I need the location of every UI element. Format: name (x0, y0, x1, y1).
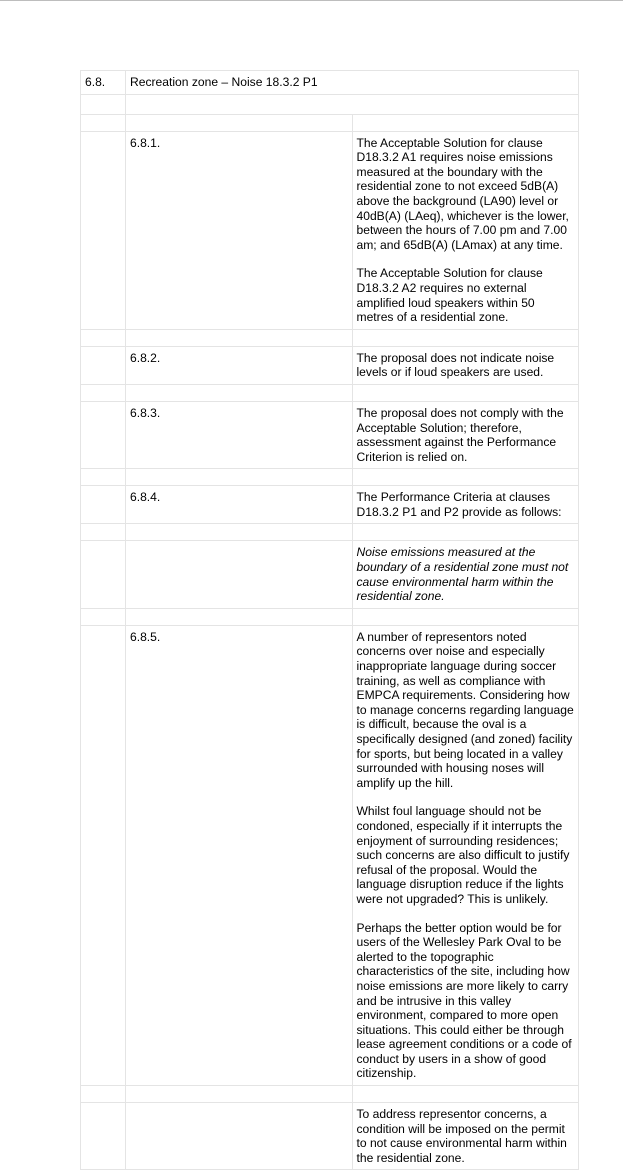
clause-number: 6.8.4. (126, 486, 353, 524)
paragraph: The Performance Criteria at clauses D18.3.2 P1 and P2 provide as follows: (356, 490, 562, 519)
clause-row-6-8-4 (81, 486, 579, 524)
page-top-border (0, 0, 623, 1)
paragraph: A number of representors noted concerns over noise and especially inappropriate language during soccer training, as well as compliance with EMPCA requirements. Considering how to manage concerns regarding language is difficult, because the oval is a specifically designed (and zoned) facility for sports, but being located in a valley surrounded with housing noses will amplify up the hill. (356, 629, 574, 790)
document-body (80, 70, 579, 1170)
paragraph: To address representor concerns, a condition will be imposed on the permit to not cause environmental harm within the residential zone. (356, 1107, 567, 1165)
clause-number: 6.8.5. (126, 625, 353, 1085)
clause-text (352, 486, 579, 524)
paragraph: The Acceptable Solution for clause D18.3.2 A2 requires no external amplified loud speakers within 50 metres of a residential zone. (356, 266, 543, 325)
section-heading-row (81, 71, 579, 95)
performance-criteria-quote (352, 541, 579, 608)
paragraph: Perhaps the better option would be for users of the Wellesley Park Oval to be alerted to the topographic characteristics of the site, including how noise emissions are more likely to carry and be intrusive in this valley environment, compared to more open situations. This could either be through lease agreement conditions or a code of conduct by users in a show of good citizenship. (356, 920, 572, 1081)
section-table (80, 70, 579, 1170)
clause-text (352, 346, 579, 384)
clause-number: 6.8.3. (126, 401, 353, 468)
clause-text (352, 625, 579, 1085)
clause-text (352, 131, 579, 329)
quote-row (81, 541, 579, 608)
clause-row-6-8-1 (81, 131, 579, 329)
clause-row-6-8-2 (81, 346, 579, 384)
clause-row-6-8-3 (81, 401, 579, 468)
quoted-criterion: Noise emissions measured at the boundary of a residential zone must not cause environmental harm within the residential zone. (356, 545, 569, 604)
clause-row-6-8-5 (81, 625, 579, 1085)
paragraph: The proposal does not comply with the Acceptable Solution; therefore, assessment against the Performance Criterion is relied on. (356, 405, 564, 464)
clause-text (352, 401, 579, 468)
paragraph: The proposal does not indicate noise levels or if loud speakers are used. (356, 350, 555, 380)
section-title: Recreation zone – Noise 18.3.2 P1 (126, 71, 579, 95)
section-number: 6.8. (81, 71, 126, 95)
clause-number: 6.8.2. (126, 346, 353, 384)
conclusion-row (81, 1103, 579, 1170)
clause-text (352, 1103, 579, 1170)
clause-number: 6.8.1. (126, 131, 353, 329)
paragraph: Whilst foul language should not be condoned, especially if it interrupts the enjoyment of surrounding residences; such concerns are also difficult to justify refusal of the proposal. Would the language disruption reduce if the lights were not upgraded? This is unlikely. (356, 804, 570, 906)
paragraph: The Acceptable Solution for clause D18.3.2 A1 requires noise emissions measured at the boundary with the residential zone to not exceed 5dB(A) above the background (LA90) level or 40dB(A) (LAeq), whichever is the lower, between the hours of 7.00 pm and 7.00 am; and 65dB(A) (LAmax) at any time. (356, 135, 569, 252)
